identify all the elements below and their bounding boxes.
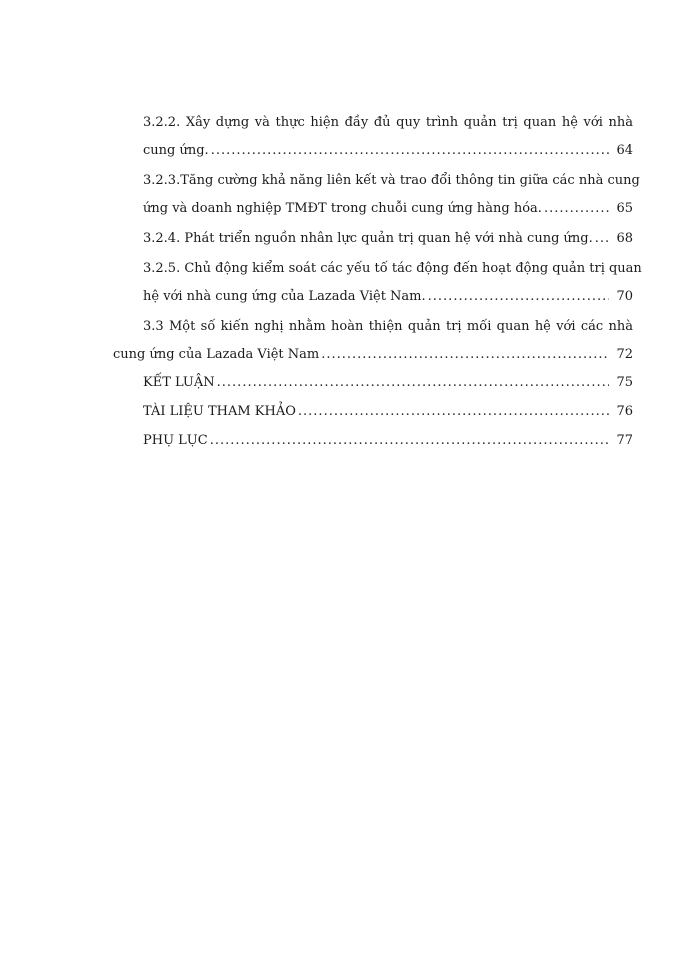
toc-entry-title: TÀI LIỆU THAM KHẢO bbox=[143, 404, 296, 419]
toc-entry-line bbox=[143, 136, 633, 166]
toc-page-number: 64 bbox=[616, 143, 633, 158]
toc-leader-dots bbox=[217, 368, 609, 398]
toc-entry-title: PHỤ LỤC bbox=[143, 433, 208, 448]
toc-leader-dots bbox=[210, 426, 609, 456]
toc-entry-title: 3.3 Một số kiến nghị nhằm hoàn thiện quản trị mối quan hệ với các nhà bbox=[143, 319, 633, 334]
toc-page-number: 70 bbox=[616, 289, 633, 304]
toc-entry-line bbox=[143, 108, 633, 138]
toc-entry-line bbox=[113, 340, 633, 370]
toc-leader-dots bbox=[544, 194, 609, 224]
toc-entry-title-cont: cung ứng của Lazada Việt Nam bbox=[113, 347, 320, 362]
toc-leader-dots bbox=[428, 282, 609, 312]
toc-entry-title-cont: hệ với nhà cung ứng của Lazada Việt Nam. bbox=[143, 289, 426, 304]
toc-entry-title: 3.2.5. Chủ động kiểm soát các yếu tố tác động đến hoạt động quản trị quan bbox=[143, 261, 642, 276]
toc-entry-line bbox=[143, 224, 633, 254]
toc-entry-line bbox=[143, 312, 633, 342]
toc-page-number: 68 bbox=[616, 231, 633, 246]
toc-entry-title: 3.2.2. Xây dựng và thực hiện đầy đủ quy trình quản trị quan hệ với nhà bbox=[143, 115, 633, 130]
toc-leader-dots bbox=[595, 224, 609, 254]
toc-entry-line bbox=[143, 282, 633, 312]
toc-page-number: 72 bbox=[616, 347, 633, 362]
toc-entry-line bbox=[143, 368, 633, 398]
toc-leader-dots bbox=[321, 340, 609, 370]
toc-entry-title-cont: cung ứng. bbox=[143, 143, 209, 158]
toc-entry-title: 3.2.4. Phát triển nguồn nhân lực quản trị quan hệ với nhà cung ứng. bbox=[143, 231, 593, 246]
toc-entry-line bbox=[143, 397, 633, 427]
toc-entry-line bbox=[143, 166, 640, 196]
toc-page-number: 76 bbox=[616, 404, 633, 419]
toc-page-number: 77 bbox=[616, 433, 633, 448]
toc-entry-line bbox=[143, 254, 642, 284]
toc-entry-title-cont: ứng và doanh nghiệp TMĐT trong chuỗi cung ứng hàng hóa. bbox=[143, 201, 542, 216]
toc-entry-line bbox=[143, 194, 633, 224]
toc-entry-title: 3.2.3.Tăng cường khả năng liên kết và trao đổi thông tin giữa các nhà cung bbox=[143, 173, 640, 188]
toc-entry-line bbox=[143, 426, 633, 456]
toc-leader-dots bbox=[211, 136, 609, 166]
toc-leader-dots bbox=[298, 397, 609, 427]
toc-page-number: 65 bbox=[616, 201, 633, 216]
toc-page-number: 75 bbox=[616, 375, 633, 390]
toc-entry-title: KẾT LUẬN bbox=[143, 375, 215, 390]
